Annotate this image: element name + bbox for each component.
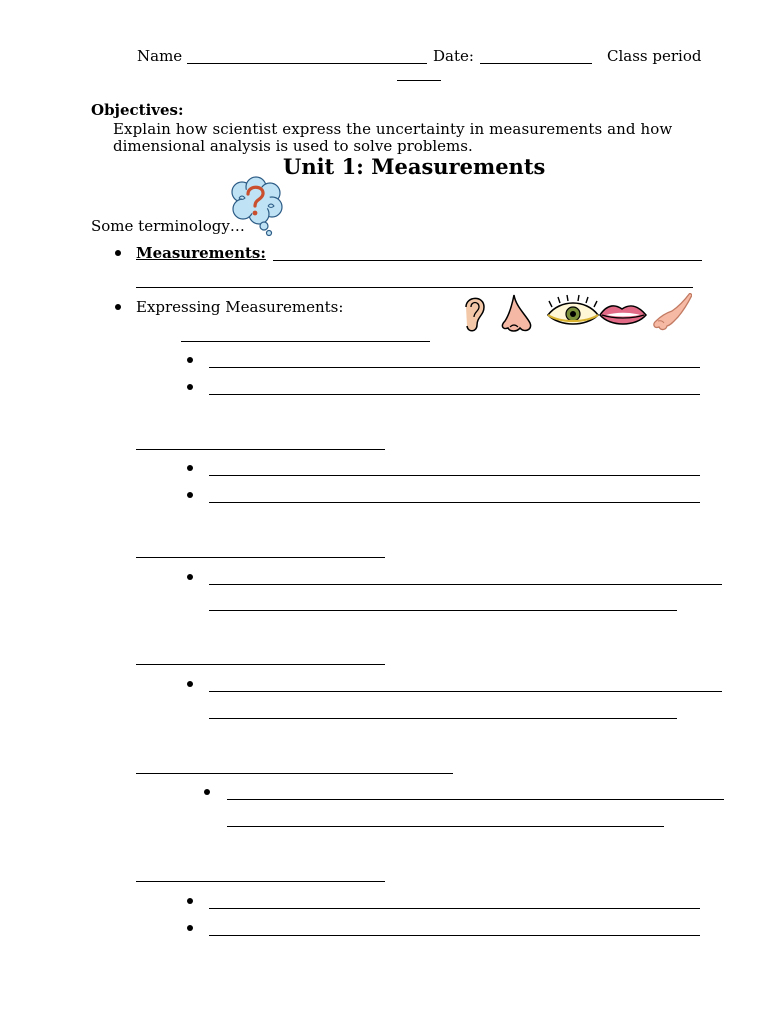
- answer-blank[interactable]: [209, 908, 700, 909]
- bullet: [187, 925, 193, 931]
- subheading-blank[interactable]: [136, 881, 385, 882]
- expressing-measurements-label: Expressing Measurements:: [136, 298, 344, 316]
- bullet: [187, 681, 193, 687]
- name-label: Name: [137, 47, 183, 65]
- lips-icon: [600, 306, 646, 324]
- answer-blank[interactable]: [209, 718, 677, 719]
- objectives-heading: Objectives:: [91, 101, 184, 119]
- date-label: Date:: [433, 47, 474, 65]
- name-blank[interactable]: [187, 63, 427, 64]
- objectives-line-1: Explain how scientist express the uncertainty in measurements and how: [113, 120, 673, 138]
- subheading-blank[interactable]: [136, 773, 453, 774]
- answer-blank[interactable]: [209, 584, 722, 585]
- answer-blank[interactable]: [209, 475, 700, 476]
- bullet: [115, 304, 121, 310]
- bullet: [187, 574, 193, 580]
- answer-blank[interactable]: [209, 610, 677, 611]
- subheading-blank[interactable]: [136, 557, 385, 558]
- hand-icon: [654, 293, 692, 330]
- answer-blank[interactable]: [209, 502, 700, 503]
- answer-blank[interactable]: [209, 367, 700, 368]
- measurements-blank-1[interactable]: [273, 260, 702, 261]
- senses-icons: [462, 293, 692, 335]
- bullet: [187, 492, 193, 498]
- nose-icon: [502, 295, 530, 331]
- answer-blank[interactable]: [209, 935, 700, 936]
- bullet: [187, 384, 193, 390]
- terminology-label: Some terminology…: [91, 217, 245, 235]
- bullet: [187, 898, 193, 904]
- bullet: [187, 465, 193, 471]
- class-period-label: Class period: [607, 47, 702, 65]
- objectives-line-2: dimensional analysis is used to solve problems.: [113, 137, 473, 155]
- date-blank[interactable]: [480, 63, 592, 64]
- answer-blank[interactable]: [227, 826, 664, 827]
- subheading-blank[interactable]: [136, 664, 385, 665]
- subheading-blank[interactable]: [136, 449, 385, 450]
- class-period-blank[interactable]: [397, 80, 441, 81]
- answer-blank[interactable]: [227, 799, 724, 800]
- answer-blank[interactable]: [209, 691, 722, 692]
- measurements-term: Measurements:: [136, 244, 266, 262]
- page-title: Unit 1: Measurements: [283, 154, 546, 179]
- eye-icon: [548, 295, 598, 324]
- ear-icon: [466, 298, 484, 330]
- bullet: [115, 250, 121, 256]
- bullet: [187, 357, 193, 363]
- measurements-blank-2[interactable]: [136, 287, 693, 288]
- bullet: [204, 789, 210, 795]
- subheading-blank[interactable]: [181, 341, 430, 342]
- answer-blank[interactable]: [209, 394, 700, 395]
